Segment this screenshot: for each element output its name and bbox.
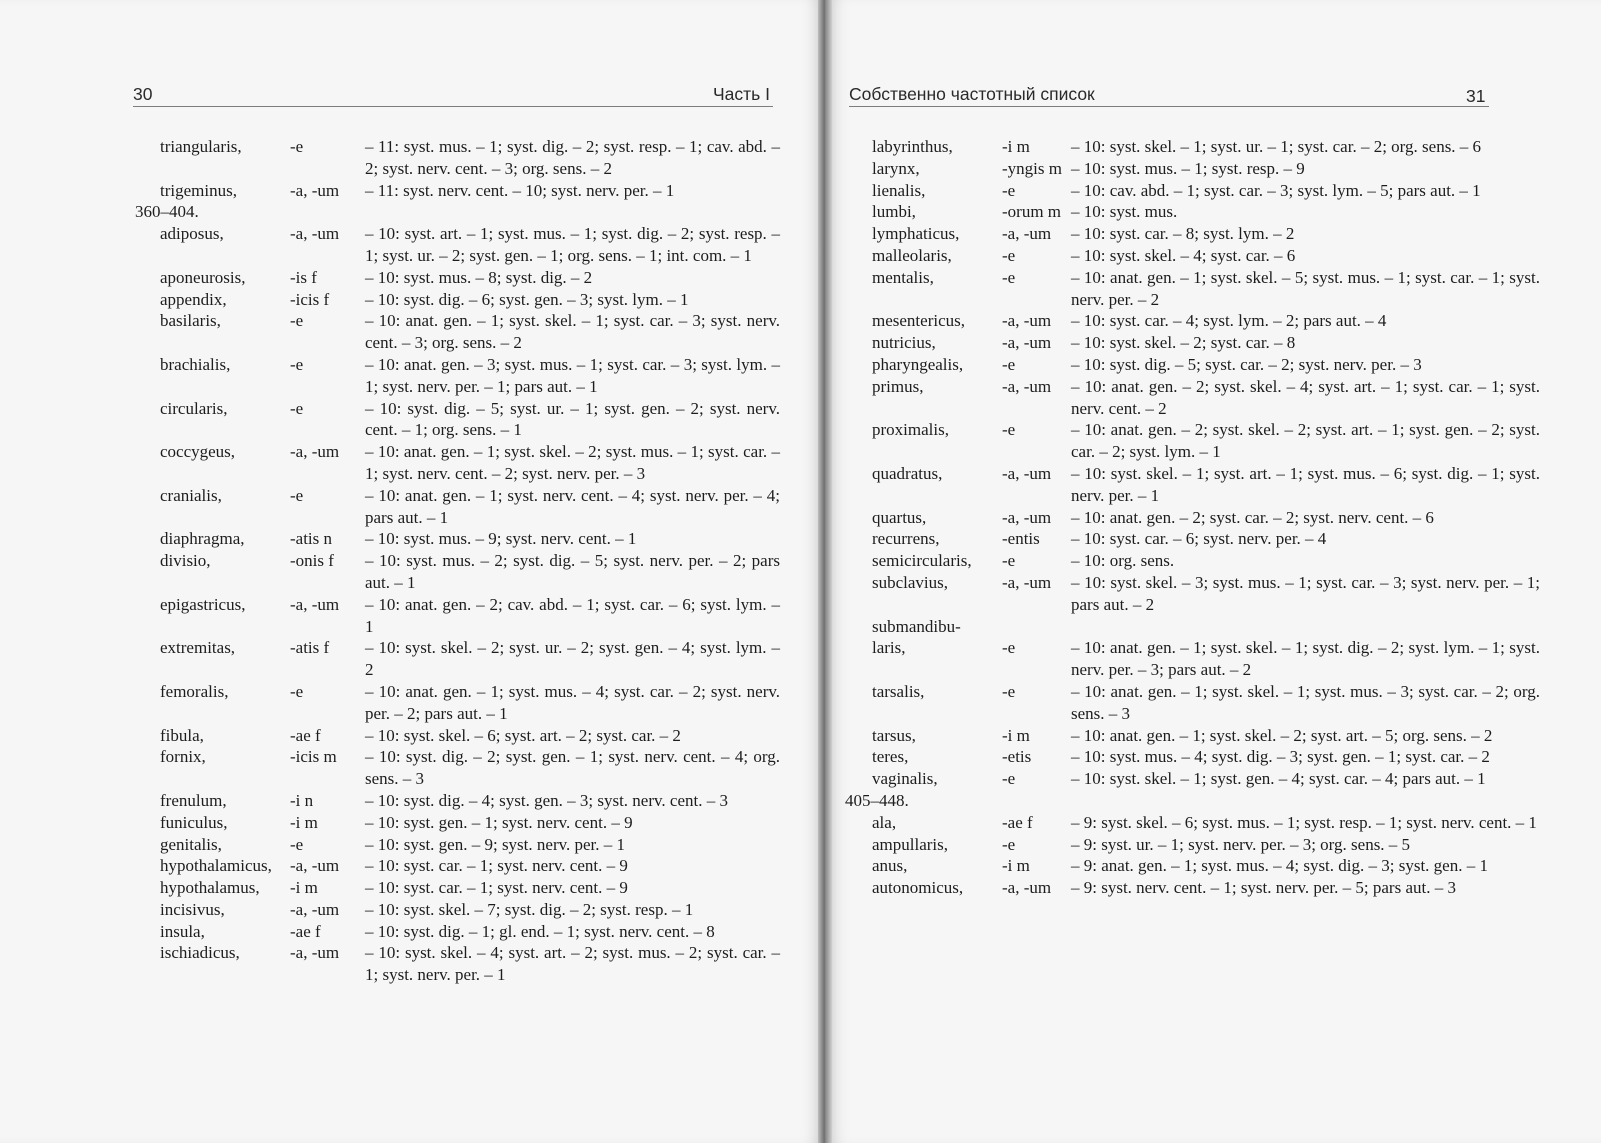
dictionary-entry	[872, 768, 1540, 790]
dictionary-entry	[872, 245, 1540, 267]
dictionary-entry	[872, 725, 1540, 747]
entry-frequency: – 10: syst. skel. – 4; syst. art. – 2; syst. mus. – 2; syst. car. – 1; syst. nerv. per. – 1	[365, 943, 780, 985]
entry-frequency	[1071, 616, 1540, 638]
entry-word: triangularis,	[160, 137, 242, 156]
dictionary-entry	[872, 877, 1540, 899]
entry-word: subclavius,	[872, 572, 949, 592]
dictionary-entry	[160, 899, 780, 921]
entry-frequency: – 10: syst. car. – 6; syst. nerv. per. – 4	[1071, 529, 1327, 549]
dictionary-entry	[872, 616, 1540, 638]
entry-word: brachialis,	[160, 354, 231, 374]
entry-word: nutricius,	[872, 333, 936, 353]
entry-ending: -a, -um	[1002, 463, 1052, 483]
entry-frequency: – 9: syst. skel. – 6; syst. mus. – 1; syst. resp. – 1; syst. nerv. cent. – 1	[1071, 812, 1537, 832]
dictionary-entry	[872, 332, 1540, 354]
entry-ending: -atis n	[290, 529, 333, 549]
entry-frequency: – 10: anat. gen. – 1; syst. skel. – 2; syst. mus. – 1; syst. car. – 1; syst. nerv. cent. – 2; syst. nerv. per. – 3	[365, 442, 780, 483]
entry-word: ala,	[872, 812, 897, 832]
entry-frequency: – 10: anat. gen. – 2; syst. skel. – 2; syst. art. – 1; syst. gen. – 2; syst. car. – 2; syst. lym. – 1	[1071, 420, 1540, 462]
entry-word: diaphragma,	[160, 529, 245, 549]
entry-frequency: – 10: syst. dig. – 1; gl. end. – 1; syst. nerv. cent. – 8	[365, 921, 715, 941]
dictionary-entry	[872, 550, 1540, 572]
dictionary-entry	[872, 812, 1540, 834]
dictionary-entry	[160, 812, 780, 834]
entry-ending: -is f	[290, 267, 317, 287]
entry-ending: -e	[1002, 245, 1016, 265]
entry-frequency: – 10: anat. gen. – 1; syst. skel. – 2; syst. art. – 5; org. sens. – 2	[1071, 725, 1493, 745]
entry-frequency: – 9: syst. nerv. cent. – 1; syst. nerv. per. – 5; pars aut. – 3	[1071, 878, 1456, 898]
entry-word: autonomicus,	[872, 878, 964, 898]
dictionary-entry	[160, 942, 780, 986]
entry-ending: -a, -um	[290, 224, 340, 244]
dictionary-entry	[872, 419, 1540, 463]
running-head-right: Собственно частотный список	[849, 84, 1095, 104]
entry-ending: -e	[290, 398, 304, 418]
header-rule-right	[849, 106, 1489, 107]
entry-frequency: – 11: syst. nerv. cent. – 10; syst. nerv. per. – 1	[365, 180, 675, 200]
entry-word: divisio,	[160, 551, 211, 571]
dictionary-entry	[160, 354, 780, 398]
entry-word: recurrens,	[872, 529, 940, 549]
entry-frequency: – 9: syst. ur. – 1; syst. nerv. per. – 3; org. sens. – 5	[1071, 834, 1411, 854]
entry-frequency: – 10: cav. abd. – 1; syst. car. – 3; syst. lym. – 5; pars aut. – 1	[1071, 180, 1481, 200]
entry-frequency: – 10: syst. car. – 1; syst. nerv. cent. – 9	[365, 878, 628, 898]
entry-word: fornix,	[160, 747, 206, 767]
entry-ending: -a, -um	[1002, 878, 1052, 898]
entry-ending: -e	[1002, 180, 1016, 200]
page-number-right: 31	[1466, 86, 1486, 106]
entry-ending: -icis f	[290, 289, 330, 309]
entry-frequency: – 10: syst. car. – 4; syst. lym. – 2; pars aut. – 4	[1071, 311, 1387, 331]
entry-word: malleolaris,	[872, 245, 952, 265]
dictionary-entry	[160, 441, 780, 485]
entry-ending: -onis f	[290, 551, 334, 571]
entry-frequency: – 10: syst. car. – 8; syst. lym. – 2	[1071, 224, 1295, 244]
entry-word: labyrinthus,	[872, 137, 953, 156]
entry-word: coccygeus,	[160, 442, 236, 462]
entry-word: fibula,	[160, 725, 204, 745]
entry-ending: -a, -um	[1002, 224, 1052, 244]
entry-ending: -a, -um	[290, 943, 340, 963]
dictionary-entry	[160, 681, 780, 725]
entry-ending: -i n	[290, 790, 314, 810]
dictionary-entry	[872, 855, 1540, 877]
entry-frequency: – 10: syst. mus. – 8; syst. dig. – 2	[365, 267, 593, 287]
dictionary-entry	[160, 528, 780, 550]
dictionary-entry	[872, 376, 1540, 420]
entry-word: mesentericus,	[872, 311, 965, 331]
entry-ending: -orum m	[1002, 202, 1062, 222]
entry-frequency: – 10: syst. skel. – 4; syst. car. – 6	[1071, 245, 1296, 265]
entry-frequency: – 10: anat. gen. – 1; syst. mus. – 4; syst. car. – 2; syst. nerv. per. – 2; pars aut. – 1	[365, 681, 780, 723]
entry-frequency: – 10: syst. mus. – 4; syst. dig. – 3; syst. gen. – 1; syst. car. – 2	[1071, 747, 1490, 767]
entry-ending: -ae f	[290, 921, 321, 941]
entry-ending: -a, -um	[290, 442, 340, 462]
dictionary-entry	[160, 746, 780, 790]
entry-ending: -e	[290, 834, 304, 854]
entry-frequency: – 10: syst. skel. – 7; syst. dig. – 2; syst. resp. – 1	[365, 899, 694, 919]
entry-word: trigeminus,	[160, 180, 237, 200]
entry-frequency: – 10: syst. skel. – 6; syst. art. – 2; syst. car. – 2	[365, 725, 681, 745]
entry-ending: -ae f	[290, 725, 321, 745]
entry-word: funiculus,	[160, 812, 228, 832]
entry-frequency: – 10: syst. dig. – 6; syst. gen. – 3; syst. lym. – 1	[365, 289, 689, 309]
entry-word: submandibu-	[872, 616, 961, 636]
entry-ending: -a, -um	[1002, 376, 1052, 396]
entry-word: epigastricus,	[160, 594, 246, 614]
right-page	[825, 0, 1601, 1143]
entry-frequency: – 10: anat. gen. – 1; syst. skel. – 1; syst. car. – 3; syst. nerv. cent. – 3; org. sens. – 2	[365, 311, 780, 353]
entry-frequency: – 10: anat. gen. – 1; syst. skel. – 1; syst. dig. – 2; syst. lym. – 1; syst. nerv. per. – 3; pars aut. – 2	[1071, 638, 1540, 680]
entry-ending: -i m	[1002, 137, 1030, 156]
header-rule-left	[133, 106, 773, 107]
entry-word: quartus,	[872, 507, 927, 527]
dictionary-entry	[872, 267, 1540, 311]
dictionary-entry	[872, 223, 1540, 245]
dictionary-entry	[160, 594, 780, 638]
entry-word: vaginalis,	[872, 769, 938, 789]
entry-word: tarsus,	[872, 725, 916, 745]
entry-word: appendix,	[160, 289, 227, 309]
entry-ending: -a, -um	[1002, 572, 1052, 592]
entry-word: ischiadicus,	[160, 943, 240, 963]
entry-ending: -atis f	[290, 638, 330, 658]
dictionary-entry	[872, 180, 1540, 202]
entry-word: aponeurosis,	[160, 267, 246, 287]
entry-frequency: – 10: anat. gen. – 1; syst. skel. – 1; syst. mus. – 3; syst. car. – 2; org. sens. – 3	[1071, 681, 1540, 723]
dictionary-entry	[160, 180, 780, 202]
entry-word: extremitas,	[160, 638, 236, 658]
dictionary-entry	[160, 289, 780, 311]
dictionary-entry	[160, 877, 780, 899]
dictionary-entry	[160, 398, 780, 442]
dictionary-entry	[872, 158, 1540, 180]
entry-ending: -ae f	[1002, 812, 1033, 832]
dictionary-entry	[872, 310, 1540, 332]
dictionary-entry	[160, 725, 780, 747]
entry-ending: -e	[290, 354, 304, 374]
entry-ending: -e	[1002, 267, 1016, 287]
entry-word: hypothalamicus,	[160, 856, 272, 876]
entry-word: lymphaticus,	[872, 224, 960, 244]
entry-ending: -e	[290, 485, 304, 505]
entry-ending: -a, -um	[1002, 507, 1052, 527]
dictionary-entry	[160, 267, 780, 289]
entry-ending: -e	[1002, 769, 1016, 789]
dictionary-entry	[160, 637, 780, 681]
entry-frequency: – 10: syst. dig. – 5; syst. car. – 2; syst. nerv. per. – 3	[1071, 354, 1422, 374]
entry-word: quadratus,	[872, 463, 943, 483]
entry-frequency: – 10: syst. dig. – 2; syst. gen. – 1; syst. nerv. cent. – 4; org. sens. – 3	[365, 747, 780, 789]
entry-frequency: – 10: syst. art. – 1; syst. mus. – 1; syst. dig. – 2; syst. resp. – 1; syst. ur. – 2; syst. gen. – 1; org. sens. – 1; int. com. – 1	[365, 224, 780, 265]
entry-frequency: – 10: syst. skel. – 2; syst. ur. – 2; syst. gen. – 4; syst. lym. – 2	[365, 638, 780, 680]
section-range: 360–404.	[135, 202, 199, 222]
entry-word: femoralis,	[160, 681, 229, 701]
entry-ending: -a, -um	[1002, 333, 1052, 353]
entry-ending: -e	[290, 681, 304, 701]
dictionary-entry	[160, 485, 780, 529]
entry-ending: -i m	[1002, 856, 1030, 876]
entry-word: incisivus,	[160, 899, 225, 919]
dictionary-entry	[872, 463, 1540, 507]
dictionary-entry	[872, 637, 1540, 681]
entry-frequency: – 10: anat. gen. – 2; syst. car. – 2; syst. nerv. cent. – 6	[1071, 507, 1434, 527]
entry-frequency: – 11: syst. mus. – 1; syst. dig. – 2; syst. resp. – 1; cav. abd. – 2; syst. nerv. cent. – 3; org. sens. – 2	[365, 137, 780, 178]
section-range: 405–448.	[845, 790, 909, 810]
entry-ending: -etis	[1002, 747, 1032, 767]
entry-word: basilaris,	[160, 311, 221, 331]
dictionary-entry	[872, 136, 1540, 158]
entry-ending: -e	[1002, 681, 1016, 701]
entry-frequency: – 10: anat. gen. – 2; cav. abd. – 1; syst. car. – 6; syst. lym. – 1	[365, 594, 780, 636]
dictionary-entry	[872, 201, 1540, 223]
dictionary-entry	[160, 921, 780, 943]
entry-frequency: – 10: syst. dig. – 5; syst. ur. – 1; syst. gen. – 2; syst. nerv. cent. – 1; org. sens. – 1	[365, 398, 780, 440]
entry-word: lumbi,	[872, 202, 916, 222]
entry-ending: -e	[1002, 354, 1016, 374]
dictionary-entry	[160, 223, 780, 267]
entry-frequency: – 9: anat. gen. – 1; syst. mus. – 4; syst. dig. – 3; syst. gen. – 1	[1071, 856, 1488, 876]
dictionary-entry	[160, 855, 780, 877]
entry-frequency: – 10: syst. car. – 1; syst. nerv. cent. – 9	[365, 856, 628, 876]
book-gutter	[818, 0, 832, 1143]
entry-frequency: – 10: syst. gen. – 1; syst. nerv. cent. – 9	[365, 812, 633, 832]
entry-ending: -a, -um	[290, 856, 340, 876]
entry-ending: -e	[1002, 420, 1016, 440]
entry-word: semicircularis,	[872, 551, 972, 571]
entry-ending: -i m	[290, 878, 318, 898]
entry-word: laris,	[872, 638, 906, 658]
dictionary-entry	[872, 507, 1540, 529]
entry-word: ampullaris,	[872, 834, 949, 854]
entry-list-right	[845, 136, 1540, 899]
entry-frequency: – 10: syst. dig. – 4; syst. gen. – 3; syst. nerv. cent. – 3	[365, 790, 728, 810]
entry-word: teres,	[872, 747, 909, 767]
entry-word: frenulum,	[160, 790, 227, 810]
entry-list-left	[135, 136, 780, 986]
entry-word: primus,	[872, 376, 924, 396]
entry-frequency: – 10: anat. gen. – 2; syst. skel. – 4; syst. art. – 1; syst. car. – 1; syst. nerv. cent. – 2	[1071, 376, 1540, 418]
dictionary-entry	[872, 354, 1540, 376]
entry-ending: -a, -um	[290, 180, 340, 200]
entry-word: genitalis,	[160, 834, 222, 854]
entry-word: pharyngealis,	[872, 354, 964, 374]
entry-ending: -e	[1002, 834, 1016, 854]
entry-frequency: – 10: anat. gen. – 3; syst. mus. – 1; syst. car. – 3; syst. lym. – 1; syst. nerv. per. – 1; pars aut. – 1	[365, 354, 780, 396]
page-number-left: 30	[133, 84, 153, 104]
dictionary-entry	[160, 136, 780, 180]
entry-ending: -icis m	[290, 747, 337, 767]
entry-frequency: – 10: syst. mus. – 1; syst. resp. – 9	[1071, 158, 1305, 178]
entry-word: anus,	[872, 856, 908, 876]
entry-word: lienalis,	[872, 180, 926, 200]
entry-ending: -a, -um	[290, 594, 340, 614]
entry-ending: -yngis m	[1002, 158, 1062, 178]
entry-word: cranialis,	[160, 485, 222, 505]
entry-ending: -e	[290, 137, 304, 156]
dictionary-entry	[872, 572, 1540, 616]
entry-frequency: – 10: syst. mus.	[1071, 202, 1178, 222]
entry-frequency: – 10: syst. gen. – 9; syst. nerv. per. – 1	[365, 834, 626, 854]
entry-frequency: – 10: syst. mus. – 9; syst. nerv. cent. – 1	[365, 529, 637, 549]
dictionary-entry	[872, 834, 1540, 856]
entry-word: adiposus,	[160, 224, 224, 244]
entry-ending: -i m	[1002, 725, 1030, 745]
entry-word: tarsalis,	[872, 681, 925, 701]
dictionary-entry	[872, 746, 1540, 768]
dictionary-entry	[160, 550, 780, 594]
running-head-left: Часть I	[712, 84, 770, 104]
entry-frequency: – 10: anat. gen. – 1; syst. nerv. cent. – 4; syst. nerv. per. – 4; pars aut. – 1	[365, 485, 780, 527]
entry-word: insula,	[160, 921, 205, 941]
entry-frequency: – 10: syst. skel. – 2; syst. car. – 8	[1071, 333, 1296, 353]
entry-word: circularis,	[160, 398, 228, 418]
entry-ending: -a, -um	[290, 899, 340, 919]
entry-ending: -e	[1002, 638, 1016, 658]
dictionary-entry	[160, 834, 780, 856]
entry-frequency: – 10: syst. skel. – 1; syst. ur. – 1; syst. car. – 2; org. sens. – 6	[1071, 137, 1482, 156]
entry-frequency: – 10: syst. skel. – 3; syst. mus. – 1; syst. car. – 3; syst. nerv. per. – 1; pars aut. – 2	[1071, 572, 1540, 614]
entry-frequency: – 10: syst. mus. – 2; syst. dig. – 5; syst. nerv. per. – 2; pars aut. – 1	[365, 551, 780, 592]
entry-word: larynx,	[872, 158, 920, 178]
entry-frequency: – 10: syst. skel. – 1; syst. art. – 1; syst. mus. – 6; syst. dig. – 1; syst. nerv. per. – 1	[1071, 463, 1540, 505]
dictionary-entry	[872, 681, 1540, 725]
entry-ending: -e	[1002, 551, 1016, 571]
entry-ending: -i m	[290, 812, 318, 832]
entry-word: proximalis,	[872, 420, 949, 440]
entry-ending: -entis	[1002, 529, 1040, 549]
entry-frequency: – 10: syst. skel. – 1; syst. gen. – 4; syst. car. – 4; pars aut. – 1	[1071, 769, 1486, 789]
entry-ending: -a, -um	[1002, 311, 1052, 331]
entry-ending: -e	[290, 311, 304, 331]
entry-word: hypothalamus,	[160, 878, 260, 898]
entry-frequency: – 10: org. sens.	[1071, 551, 1175, 571]
dictionary-entry	[160, 310, 780, 354]
dictionary-entry	[160, 790, 780, 812]
dictionary-entry	[872, 528, 1540, 550]
entry-word: mentalis,	[872, 267, 934, 287]
entry-frequency: – 10: anat. gen. – 1; syst. skel. – 5; syst. mus. – 1; syst. car. – 1; syst. nerv. per. – 2	[1071, 267, 1540, 309]
